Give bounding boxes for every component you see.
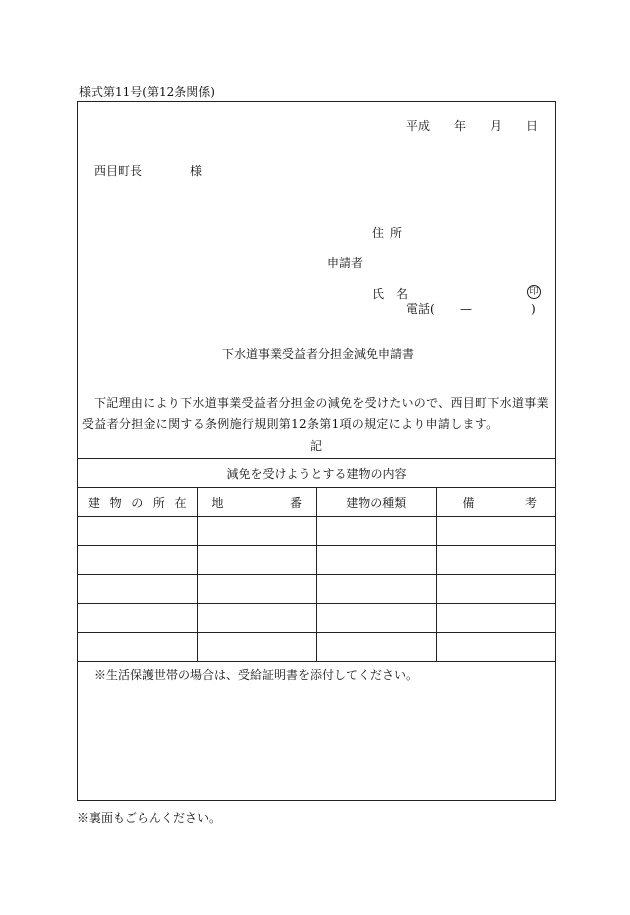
- cell-remarks[interactable]: [436, 633, 556, 662]
- cell-chiban[interactable]: [197, 633, 317, 662]
- cell-building-type[interactable]: [317, 633, 437, 662]
- header-location-char: の: [131, 495, 144, 510]
- cell-chiban[interactable]: [197, 517, 317, 546]
- cell-location[interactable]: [78, 517, 198, 546]
- cell-location[interactable]: [78, 604, 198, 633]
- body-text: 下記理由により下水道事業受益者分担金の減免を受けたいので、西目町下水道事業受益者分担金に関する条例施行規則第12条第1項の規定により申請します。: [82, 396, 549, 431]
- header-location-char: 建: [88, 495, 101, 510]
- cell-remarks[interactable]: [436, 517, 556, 546]
- table-row: [78, 604, 556, 633]
- header-chiban-char: 番: [289, 495, 302, 510]
- header-remarks: [436, 488, 556, 517]
- cell-building-type[interactable]: [317, 604, 437, 633]
- date-day: 日: [526, 119, 539, 133]
- addressee: 西目町長: [94, 164, 143, 178]
- table-row: [78, 633, 556, 662]
- document-title: 下水道事業受益者分担金減免申請書: [222, 347, 415, 361]
- building-table: [77, 458, 556, 662]
- cell-remarks[interactable]: [436, 575, 556, 604]
- cell-location[interactable]: [78, 575, 198, 604]
- welfare-note: ※生活保護世帯の場合は、受給証明書を添付してください。: [94, 668, 419, 682]
- cell-building-type[interactable]: [317, 517, 437, 546]
- table-caption: 減免を受けようとする建物の内容: [78, 459, 556, 488]
- form-reference: 様式第11号(第12条関係): [79, 85, 215, 99]
- date-era: 平成: [406, 119, 431, 133]
- header-chiban: [197, 488, 317, 517]
- cell-chiban[interactable]: [197, 546, 317, 575]
- phone-dash: —: [460, 302, 472, 316]
- phone-label: 電話(: [406, 302, 435, 316]
- honorific: 様: [190, 164, 203, 178]
- ki-marker: 記: [310, 439, 323, 453]
- date-year: 年: [454, 119, 467, 133]
- header-location-char: 所: [152, 495, 165, 510]
- cell-building-type[interactable]: [317, 546, 437, 575]
- cell-building-type[interactable]: [317, 575, 437, 604]
- phone-close: ): [531, 302, 536, 316]
- building-table-region: [77, 458, 556, 662]
- applicant-label: 申請者: [327, 256, 364, 270]
- seal-icon: 印: [527, 285, 541, 299]
- cell-remarks[interactable]: [436, 546, 556, 575]
- cell-remarks[interactable]: [436, 604, 556, 633]
- cell-chiban[interactable]: [197, 575, 317, 604]
- table-row: [78, 517, 556, 546]
- header-location-char: 在: [174, 495, 187, 510]
- header-remarks-char: 考: [524, 495, 537, 510]
- footer-note: ※裏面もごらんください。: [77, 811, 222, 825]
- table-row: [78, 575, 556, 604]
- date-month: 月: [490, 119, 503, 133]
- header-location: [78, 488, 198, 517]
- cell-location[interactable]: [78, 633, 198, 662]
- date-line: [406, 120, 538, 132]
- cell-location[interactable]: [78, 546, 198, 575]
- header-building-type: 建物の種類: [317, 488, 437, 517]
- cell-chiban[interactable]: [197, 604, 317, 633]
- header-chiban-char: 地: [211, 495, 224, 510]
- address-label: 住所: [372, 226, 409, 240]
- header-remarks-char: 備: [462, 495, 475, 510]
- name-label: 氏名: [372, 287, 421, 301]
- table-row: [78, 546, 556, 575]
- header-location-char: 物: [109, 495, 122, 510]
